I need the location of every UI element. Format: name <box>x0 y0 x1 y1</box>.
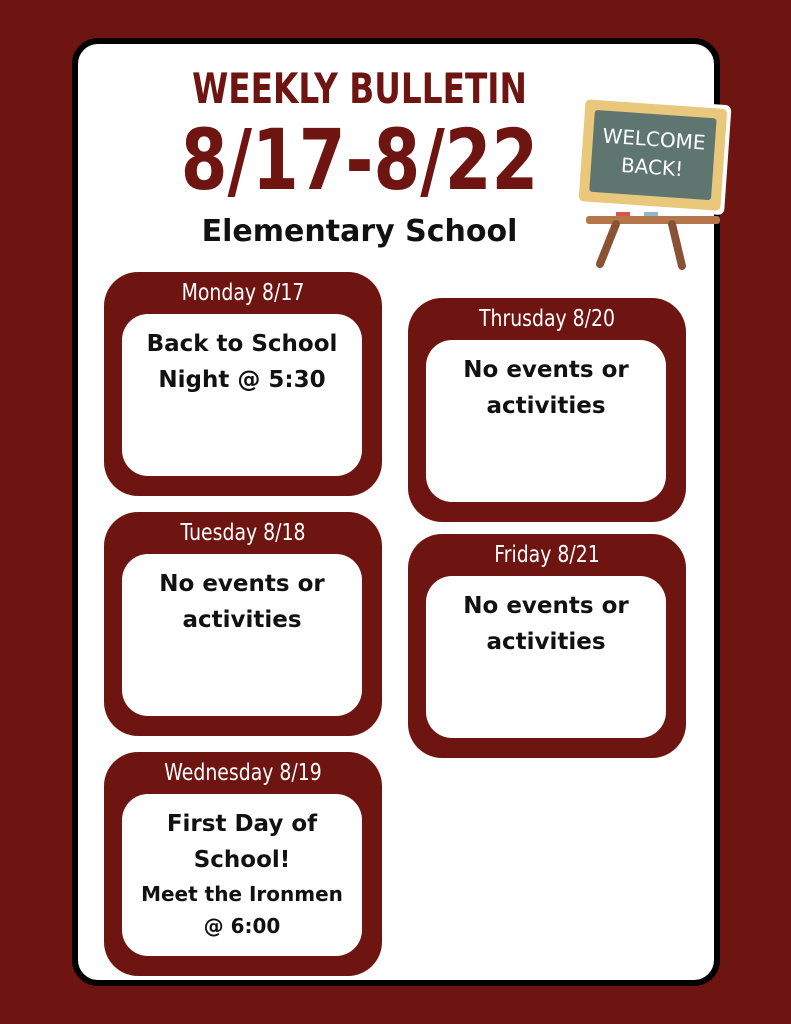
day-label: Friday 8/21 <box>494 542 600 568</box>
bulletin-dates: 8/17-8/22 <box>180 111 539 209</box>
day-label: Thrusday 8/20 <box>478 306 616 332</box>
day-content <box>122 314 362 476</box>
easel-ledge <box>586 216 720 224</box>
bulletin-subtitle: Elementary School <box>201 214 518 249</box>
day-label: Wednesday 8/19 <box>164 760 322 786</box>
chalkboard-easel-icon <box>572 94 732 270</box>
day-subtext: Meet the Ironmen @ 6:00 <box>141 882 343 938</box>
day-card-monday <box>104 272 382 496</box>
chalkboard-line2: BACK! <box>620 152 684 182</box>
day-text: No events or activities <box>159 571 325 633</box>
day-content <box>426 340 666 502</box>
day-content <box>426 576 666 738</box>
day-label: Tuesday 8/18 <box>180 520 306 546</box>
day-label: Monday 8/17 <box>181 280 305 306</box>
day-card-wednesday <box>104 752 382 976</box>
day-text: No events or activities <box>463 357 629 419</box>
chalkboard-line1: WELCOME <box>601 123 707 155</box>
day-text: First Day of School! <box>166 811 318 873</box>
day-text: No events or activities <box>463 593 629 655</box>
day-card-thursday <box>408 298 686 522</box>
easel-leg <box>672 224 682 266</box>
day-content <box>122 794 362 956</box>
day-card-tuesday <box>104 512 382 736</box>
day-content <box>122 554 362 716</box>
bulletin-title: WEEKLY BULLETIN <box>192 64 527 113</box>
easel-leg <box>600 224 616 264</box>
day-card-friday <box>408 534 686 758</box>
day-text: Back to School Night @ 5:30 <box>146 331 338 393</box>
